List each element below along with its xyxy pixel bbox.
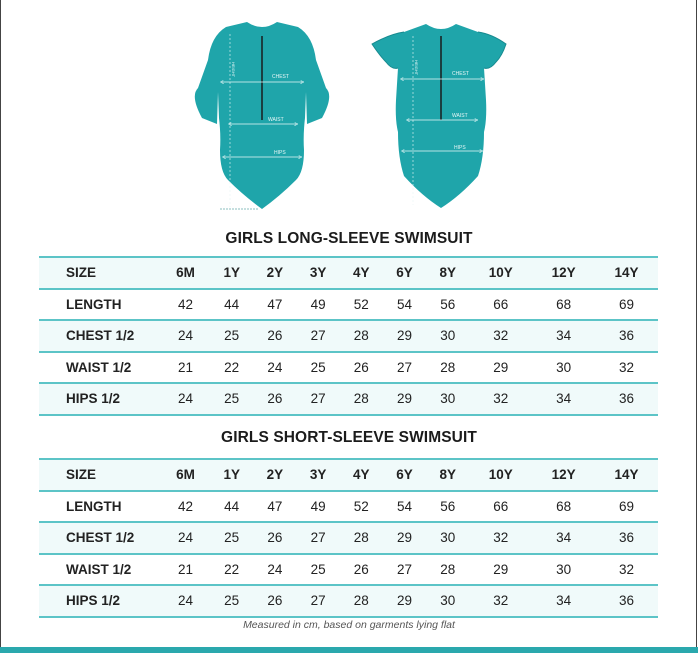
header-cell: 1Y	[210, 257, 253, 289]
table-cell: 69	[595, 491, 658, 523]
table-cell: 66	[469, 491, 532, 523]
table-cell: 44	[210, 491, 253, 523]
table-cell: 34	[532, 383, 595, 415]
table-row	[39, 554, 658, 586]
header-cell: 12Y	[532, 459, 595, 491]
long-hips-label: HIPS	[274, 150, 286, 156]
table-cell: 56	[426, 491, 469, 523]
table-cell: 49	[297, 289, 340, 321]
short-chest-label: CHEST	[452, 71, 469, 77]
table-header-row	[39, 257, 658, 289]
table-cell: 24	[161, 320, 210, 352]
table-cell: 28	[426, 352, 469, 384]
table-cell: 28	[340, 522, 383, 554]
table-cell: 27	[297, 522, 340, 554]
short-sleeve-size-table	[39, 458, 658, 618]
table-cell: 29	[383, 383, 426, 415]
table-cell: 29	[469, 554, 532, 586]
table-row	[39, 320, 658, 352]
short-height-label: HEIGHT	[414, 60, 419, 76]
row-label: HIPS 1/2	[39, 585, 161, 617]
table-cell: 26	[340, 352, 383, 384]
table-cell: 27	[383, 352, 426, 384]
table-cell: 22	[210, 554, 253, 586]
header-cell: 3Y	[297, 459, 340, 491]
table-cell: 27	[383, 554, 426, 586]
row-label: LENGTH	[39, 491, 161, 523]
table-cell: 28	[426, 554, 469, 586]
table-cell: 32	[469, 383, 532, 415]
table-cell: 28	[340, 585, 383, 617]
table-cell: 24	[161, 383, 210, 415]
table-cell: 34	[532, 522, 595, 554]
header-cell: 10Y	[469, 257, 532, 289]
table-cell: 47	[253, 491, 296, 523]
header-cell: 2Y	[253, 459, 296, 491]
row-label: LENGTH	[39, 289, 161, 321]
row-label: WAIST 1/2	[39, 352, 161, 384]
short-sleeve-table-title: GIRLS SHORT-SLEEVE SWIMSUIT	[221, 429, 477, 446]
table-cell: 36	[595, 320, 658, 352]
table-cell: 30	[532, 554, 595, 586]
measurement-footnote: Measured in cm, based on garments lying flat	[243, 619, 455, 631]
table-cell: 56	[426, 289, 469, 321]
table-cell: 47	[253, 289, 296, 321]
table-cell: 36	[595, 585, 658, 617]
table-cell: 25	[210, 383, 253, 415]
table-cell: 21	[161, 352, 210, 384]
table-cell: 54	[383, 289, 426, 321]
table-cell: 32	[469, 522, 532, 554]
table-row	[39, 522, 658, 554]
row-label: CHEST 1/2	[39, 522, 161, 554]
table-cell: 24	[253, 554, 296, 586]
header-cell: 14Y	[595, 459, 658, 491]
table-cell: 32	[595, 554, 658, 586]
table-cell: 30	[532, 352, 595, 384]
table-cell: 24	[161, 522, 210, 554]
header-cell: 12Y	[532, 257, 595, 289]
row-label: WAIST 1/2	[39, 554, 161, 586]
long-waist-label: WAIST	[268, 117, 284, 123]
table-cell: 28	[340, 383, 383, 415]
long-chest-label: CHEST	[272, 74, 289, 80]
table-cell: 36	[595, 383, 658, 415]
table-cell: 66	[469, 289, 532, 321]
long-sleeve-swimsuit-drawing	[195, 22, 329, 209]
table-cell: 25	[210, 522, 253, 554]
table-cell: 22	[210, 352, 253, 384]
table-cell: 52	[340, 289, 383, 321]
table-row	[39, 352, 658, 384]
table-cell: 32	[469, 320, 532, 352]
row-label: CHEST 1/2	[39, 320, 161, 352]
table-cell: 68	[532, 491, 595, 523]
table-cell: 27	[297, 383, 340, 415]
table-cell: 27	[297, 320, 340, 352]
table-cell: 42	[161, 289, 210, 321]
table-cell: 26	[253, 320, 296, 352]
bottom-accent-bar	[0, 647, 698, 653]
table-cell: 49	[297, 491, 340, 523]
header-cell: 6M	[161, 257, 210, 289]
table-cell: 52	[340, 491, 383, 523]
header-cell: 6Y	[383, 257, 426, 289]
table-cell: 25	[297, 352, 340, 384]
long-sleeve-table-title: GIRLS LONG-SLEEVE SWIMSUIT	[225, 230, 473, 247]
table-cell: 28	[340, 320, 383, 352]
table-cell: 24	[161, 585, 210, 617]
table-cell: 36	[595, 522, 658, 554]
table-cell: 44	[210, 289, 253, 321]
header-cell: 8Y	[426, 257, 469, 289]
table-cell: 69	[595, 289, 658, 321]
table-cell: 24	[253, 352, 296, 384]
table-cell: 29	[383, 320, 426, 352]
table-cell: 25	[297, 554, 340, 586]
table-cell: 68	[532, 289, 595, 321]
table-cell: 30	[426, 383, 469, 415]
table-cell: 26	[253, 522, 296, 554]
header-cell: 14Y	[595, 257, 658, 289]
short-waist-label: WAIST	[452, 113, 468, 119]
short-hips-label: HIPS	[454, 145, 466, 151]
table-cell: 25	[210, 320, 253, 352]
header-cell: 6Y	[383, 459, 426, 491]
table-cell: 30	[426, 320, 469, 352]
table-cell: 21	[161, 554, 210, 586]
table-cell: 25	[210, 585, 253, 617]
table-cell: 42	[161, 491, 210, 523]
table-row	[39, 383, 658, 415]
header-cell: 4Y	[340, 257, 383, 289]
table-cell: 26	[340, 554, 383, 586]
header-cell: 1Y	[210, 459, 253, 491]
long-sleeve-size-table	[39, 256, 658, 416]
header-cell: 8Y	[426, 459, 469, 491]
table-cell: 26	[253, 585, 296, 617]
table-cell: 30	[426, 522, 469, 554]
table-row	[39, 491, 658, 523]
row-label: HIPS 1/2	[39, 383, 161, 415]
swimsuit-illustration	[0, 0, 698, 215]
table-cell: 29	[383, 585, 426, 617]
header-cell: 2Y	[253, 257, 296, 289]
table-row	[39, 289, 658, 321]
table-cell: 34	[532, 320, 595, 352]
table-row	[39, 585, 658, 617]
table-cell: 32	[469, 585, 532, 617]
header-cell: 4Y	[340, 459, 383, 491]
table-header-row	[39, 459, 658, 491]
long-height-label: HEIGHT	[231, 62, 236, 78]
table-cell: 29	[383, 522, 426, 554]
header-cell: SIZE	[39, 459, 161, 491]
table-cell: 34	[532, 585, 595, 617]
short-sleeve-swimsuit-drawing	[372, 24, 506, 208]
table-cell: 27	[297, 585, 340, 617]
table-cell: 26	[253, 383, 296, 415]
table-cell: 30	[426, 585, 469, 617]
header-cell: 3Y	[297, 257, 340, 289]
table-cell: 32	[595, 352, 658, 384]
header-cell: 6M	[161, 459, 210, 491]
header-cell: SIZE	[39, 257, 161, 289]
table-cell: 29	[469, 352, 532, 384]
table-cell: 54	[383, 491, 426, 523]
header-cell: 10Y	[469, 459, 532, 491]
